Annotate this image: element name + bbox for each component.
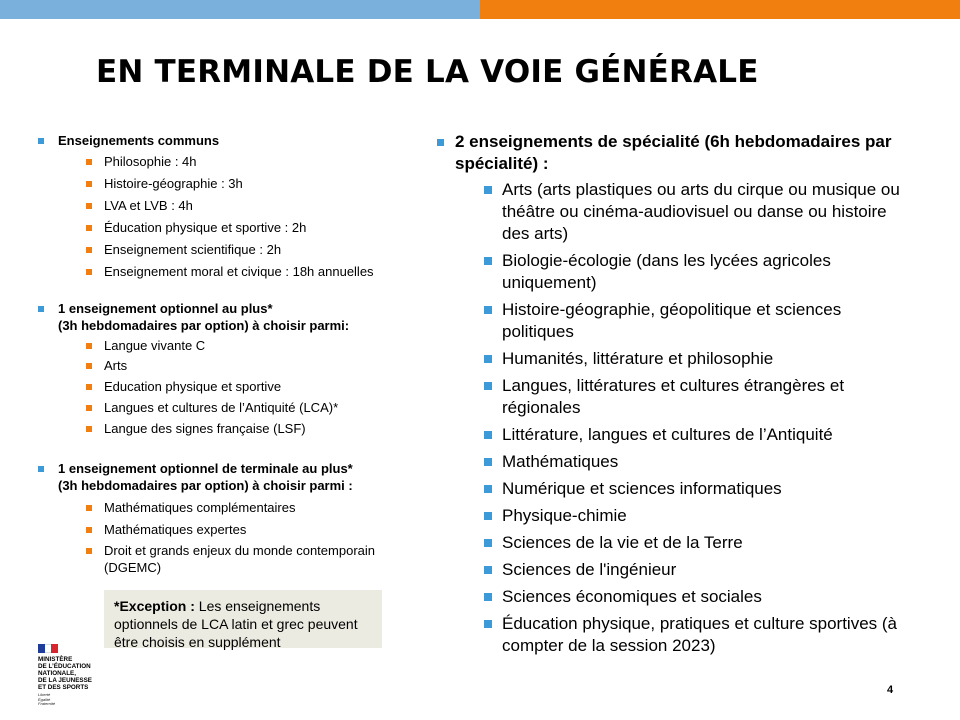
optional1-header-line2: (3h hebdomadaires par option) à choisir parmi: <box>58 318 350 333</box>
square-bullet-icon <box>86 527 92 533</box>
exception-label: *Exception : <box>114 598 195 614</box>
square-bullet-icon <box>86 269 92 275</box>
list-item: Langues et cultures de l’Antiquité (LCA)* <box>38 399 408 416</box>
ministry-logo <box>38 644 108 708</box>
optional2-section <box>38 460 408 494</box>
square-bullet-icon <box>86 426 92 432</box>
list-item: Philosophie : 4h <box>38 153 408 170</box>
list-item: Numérique et sciences informatiques <box>437 478 937 500</box>
square-bullet-icon <box>86 247 92 253</box>
square-bullet-icon <box>484 485 492 493</box>
list-item: Langue vivante C <box>38 337 408 354</box>
page-number: 4 <box>887 684 894 696</box>
right-column <box>437 131 937 662</box>
list-item: Histoire-géographie : 3h <box>38 175 408 192</box>
common-list <box>38 153 408 280</box>
square-bullet-icon <box>484 355 492 363</box>
list-item: Éducation physique et sportive : 2h <box>38 219 408 236</box>
common-section <box>38 132 408 149</box>
ministry-name: MINISTÈRE DE L’ÉDUCATION NATIONALE, DE LA JEUNESSE ET DES SPORTS <box>38 656 93 691</box>
top-bar-left <box>0 0 480 19</box>
square-bullet-icon <box>86 505 92 511</box>
list-item: Langue des signes française (LSF) <box>38 420 408 437</box>
list-item: Education physique et sportive <box>38 378 408 395</box>
list-item: Éducation physique, pratiques et culture sportives (à compter de la session 2023) <box>437 613 937 657</box>
optional1-section <box>38 300 408 334</box>
square-bullet-icon <box>484 566 492 574</box>
square-bullet-icon <box>86 343 92 349</box>
square-bullet-icon <box>86 159 92 165</box>
list-item: Langues, littératures et cultures étrangères et régionales <box>437 375 937 419</box>
optional2-header-line1: 1 enseignement optionnel de terminale au plus* <box>58 461 353 476</box>
square-bullet-icon <box>38 306 44 312</box>
republic-motto: Liberté Égalité Fraternité <box>38 692 56 706</box>
page-title: EN TERMINALE DE LA VOIE GÉNÉRALE <box>96 54 759 90</box>
exception-text: Les enseignements optionnels de LCA latin et grec peuvent être choisis en supplément <box>114 598 358 650</box>
square-bullet-icon <box>86 384 92 390</box>
list-item: Mathématiques expertes <box>38 521 408 538</box>
list-item: Arts <box>38 357 408 374</box>
square-bullet-icon <box>86 363 92 369</box>
list-item: Enseignement scientifique : 2h <box>38 241 408 258</box>
optional1-header-line1: 1 enseignement optionnel au plus* <box>58 301 273 316</box>
square-bullet-icon <box>86 225 92 231</box>
left-column <box>38 132 408 576</box>
list-item: Sciences de l'ingénieur <box>437 559 937 581</box>
specialty-header: 2 enseignements de spécialité (6h hebdomadaires par spécialité) : <box>437 131 937 175</box>
list-item: Humanités, littérature et philosophie <box>437 348 937 370</box>
square-bullet-icon <box>86 548 92 554</box>
french-flag-icon <box>38 644 58 653</box>
list-item: Biologie-écologie (dans les lycées agricoles uniquement) <box>437 250 937 294</box>
list-item: Physique-chimie <box>437 505 937 527</box>
list-item: Mathématiques complémentaires <box>38 499 408 516</box>
square-bullet-icon <box>437 139 444 146</box>
optional1-list <box>38 337 408 437</box>
list-item: Mathématiques <box>437 451 937 473</box>
top-bar-right <box>480 0 960 19</box>
list-item: Sciences économiques et sociales <box>437 586 937 608</box>
square-bullet-icon <box>484 257 492 265</box>
square-bullet-icon <box>86 181 92 187</box>
square-bullet-icon <box>484 593 492 601</box>
specialty-list <box>437 179 937 657</box>
list-item: LVA et LVB : 4h <box>38 197 408 214</box>
list-item: Littérature, langues et cultures de l’Antiquité <box>437 424 937 446</box>
exception-note <box>104 590 382 648</box>
square-bullet-icon <box>484 458 492 466</box>
square-bullet-icon <box>38 466 44 472</box>
optional2-list <box>38 499 408 576</box>
square-bullet-icon <box>86 203 92 209</box>
square-bullet-icon <box>484 512 492 520</box>
square-bullet-icon <box>484 306 492 314</box>
list-item: Enseignement moral et civique : 18h annuelles <box>38 263 408 280</box>
square-bullet-icon <box>484 431 492 439</box>
list-item: Arts (arts plastiques ou arts du cirque ou musique ou théâtre ou cinéma-audiovisuel ou danse ou histoire des arts) <box>437 179 937 245</box>
square-bullet-icon <box>86 405 92 411</box>
square-bullet-icon <box>484 186 492 194</box>
optional2-header-line2: (3h hebdomadaires par option) à choisir parmi : <box>58 478 353 493</box>
list-item: Sciences de la vie et de la Terre <box>437 532 937 554</box>
square-bullet-icon <box>484 620 492 628</box>
common-header: Enseignements communs <box>58 133 220 148</box>
square-bullet-icon <box>484 539 492 547</box>
list-item: Droit et grands enjeux du monde contemporain (DGEMC) <box>38 542 408 576</box>
square-bullet-icon <box>38 138 44 144</box>
square-bullet-icon <box>484 382 492 390</box>
list-item: Histoire-géographie, géopolitique et sciences politiques <box>437 299 937 343</box>
